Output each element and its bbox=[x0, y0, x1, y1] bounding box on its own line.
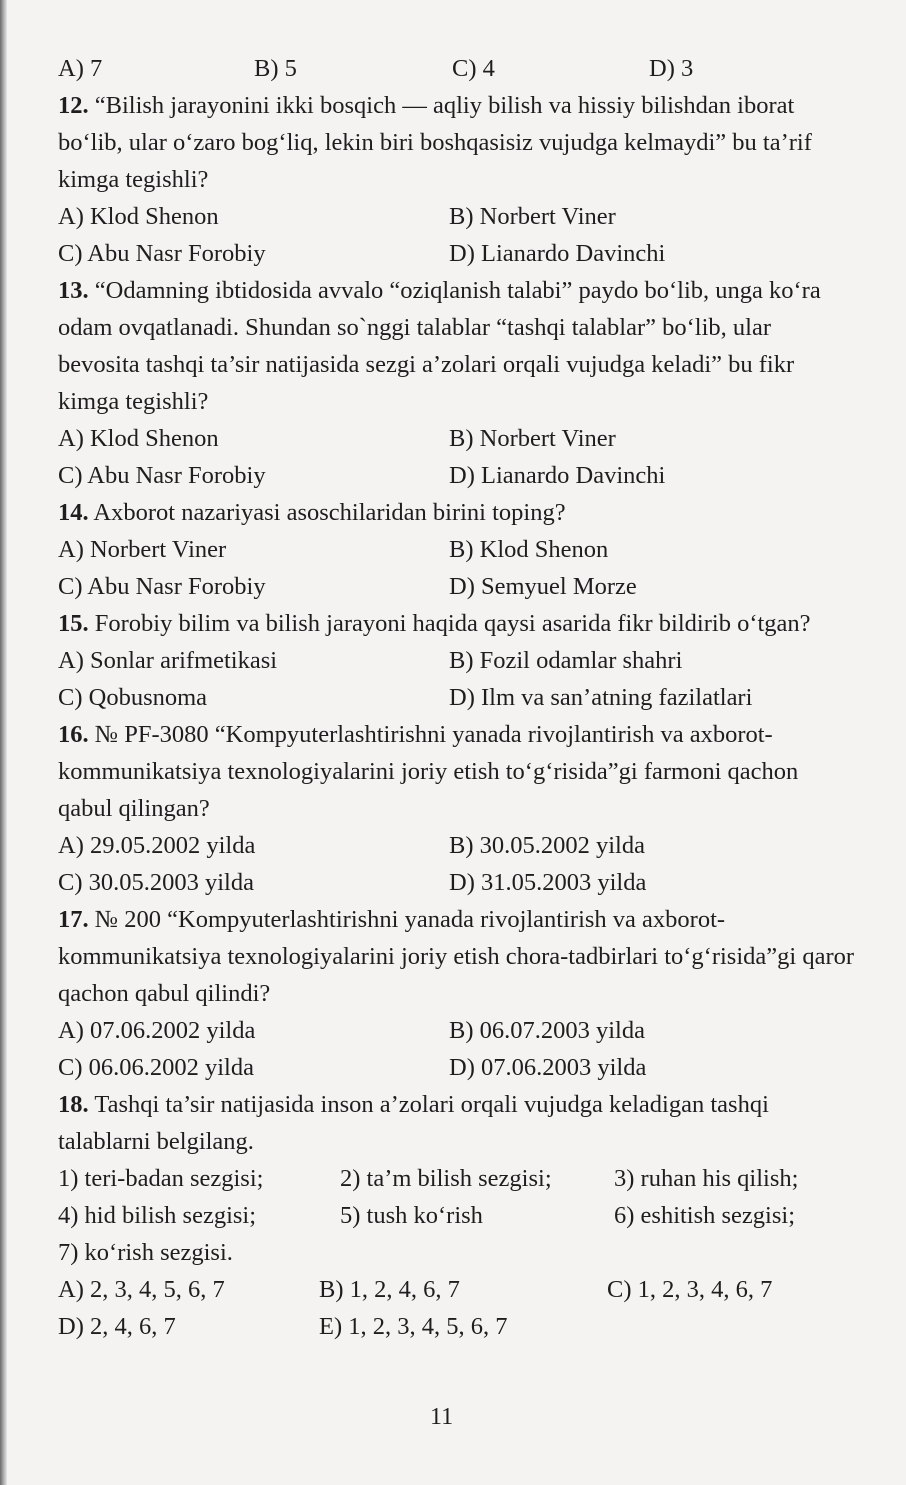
option-a: A) 07.06.2002 yilda bbox=[58, 1017, 256, 1044]
items-row bbox=[58, 1197, 858, 1234]
options-row bbox=[58, 420, 858, 457]
option-c: C) 06.06.2002 yilda bbox=[58, 1054, 254, 1081]
option-b: B) Norbert Viner bbox=[449, 203, 616, 230]
options-row bbox=[58, 1012, 858, 1049]
question-text: № PF-3080 “Kompyuterlashtirishni yanada rivojlantirish va axborot- kommunikatsiya texnologiyalarini joriy etish to‘g‘risida”gi farmoni qachon qabul qilingan? bbox=[58, 721, 799, 822]
options-row bbox=[58, 827, 858, 864]
option-c: C) Abu Nasr Forobiy bbox=[58, 462, 266, 489]
page-content bbox=[58, 50, 858, 1345]
question-17 bbox=[58, 901, 858, 1012]
question-text: “Odamning ibtidosida avvalo “oziqlanish talabi” paydo bo‘lib, unga ko‘ra odam ovqatlanadi. Shundan so`nggi talablar “tashqi talablar” bo‘lib, ular bevosita tashqi ta’sir natijasida sezgi a’zolari orqali vujudga keladi” bu fikr kimga tegishli? bbox=[58, 277, 821, 415]
question-13 bbox=[58, 272, 858, 420]
options-row bbox=[58, 1271, 858, 1308]
options-row bbox=[58, 1049, 858, 1086]
options-row bbox=[58, 531, 858, 568]
option-b: B) 06.07.2003 yilda bbox=[449, 1017, 645, 1044]
options-row bbox=[58, 457, 858, 494]
question-number: 15. bbox=[58, 610, 89, 637]
items-row bbox=[58, 1160, 858, 1197]
question-16 bbox=[58, 716, 858, 827]
option-b: B) Klod Shenon bbox=[449, 536, 609, 563]
list-item: 5) tush ko‘rish bbox=[340, 1202, 483, 1229]
items-row bbox=[58, 1234, 858, 1271]
option-d: D) Lianardo Davinchi bbox=[449, 462, 666, 489]
options-row bbox=[58, 679, 858, 716]
option-c: C) Qobusnoma bbox=[58, 684, 208, 711]
question-number: 18. bbox=[58, 1091, 89, 1118]
option-d: D) Lianardo Davinchi bbox=[449, 240, 666, 267]
option-a: A) Klod Shenon bbox=[58, 203, 219, 230]
question-18 bbox=[58, 1086, 858, 1160]
list-item: 4) hid bilish sezgisi; bbox=[58, 1202, 257, 1229]
option-d: D) Semyuel Morze bbox=[449, 573, 637, 600]
question-text: Forobiy bilim va bilish jarayoni haqida qaysi asarida fikr bildirib o‘tgan? bbox=[94, 610, 811, 637]
book-spine-shadow bbox=[0, 0, 7, 1485]
question-number: 14. bbox=[58, 499, 89, 526]
option-a: A) Norbert Viner bbox=[58, 536, 227, 563]
list-item: 7) ko‘rish sezgisi. bbox=[58, 1239, 233, 1266]
options-row bbox=[58, 198, 858, 235]
option-a: A) Sonlar arifmetikasi bbox=[58, 647, 278, 674]
page-number: 11 bbox=[430, 1404, 454, 1430]
option-c: C) Abu Nasr Forobiy bbox=[58, 573, 266, 600]
top-options-row bbox=[58, 50, 858, 87]
option-b: B) 5 bbox=[254, 55, 297, 82]
option-a: A) 2, 3, 4, 5, 6, 7 bbox=[58, 1276, 225, 1303]
question-14 bbox=[58, 494, 858, 531]
option-d: D) 07.06.2003 yilda bbox=[449, 1054, 647, 1081]
question-text: “Bilish jarayonini ikki bosqich — aqliy bilish va hissiy bilishdan iborat bo‘lib, ular o‘zaro bog‘liq, lekin biri boshqasisiz vujudga kelmaydi” bu ta’rif kimga tegishli? bbox=[58, 92, 812, 193]
question-number: 16. bbox=[58, 721, 89, 748]
question-15 bbox=[58, 605, 858, 642]
options-row bbox=[58, 642, 858, 679]
list-item: 3) ruhan his qilish; bbox=[614, 1165, 799, 1192]
option-d: D) Ilm va san’atning fazilatlari bbox=[449, 684, 753, 711]
option-d: D) 3 bbox=[649, 55, 694, 82]
question-number: 12. bbox=[58, 92, 89, 119]
options-row bbox=[58, 1308, 858, 1345]
option-a: A) 29.05.2002 yilda bbox=[58, 832, 256, 859]
options-row bbox=[58, 568, 858, 605]
options-row bbox=[58, 235, 858, 272]
option-e: E) 1, 2, 3, 4, 5, 6, 7 bbox=[319, 1313, 508, 1340]
option-a: A) Klod Shenon bbox=[58, 425, 219, 452]
option-d: D) 31.05.2003 yilda bbox=[449, 869, 647, 896]
question-number: 13. bbox=[58, 277, 89, 304]
list-item: 2) ta’m bilish sezgisi; bbox=[340, 1165, 552, 1192]
question-text: Axborot nazariyasi asoschilaridan birini toping? bbox=[93, 499, 566, 526]
question-12 bbox=[58, 87, 858, 198]
question-text: Tashqi ta’sir natijasida inson a’zolari orqali vujudga keladigan tashqi talablarni belgilang. bbox=[58, 1091, 769, 1155]
option-b: B) Fozil odamlar shahri bbox=[449, 647, 683, 674]
option-b: B) Norbert Viner bbox=[449, 425, 616, 452]
question-number: 17. bbox=[58, 906, 89, 933]
option-b: B) 30.05.2002 yilda bbox=[449, 832, 645, 859]
option-d: D) 2, 4, 6, 7 bbox=[58, 1313, 176, 1340]
list-item: 1) teri-badan sezgisi; bbox=[58, 1165, 264, 1192]
options-row bbox=[58, 864, 858, 901]
option-c: C) 30.05.2003 yilda bbox=[58, 869, 254, 896]
list-item: 6) eshitish sezgisi; bbox=[614, 1202, 796, 1229]
option-b: B) 1, 2, 4, 6, 7 bbox=[319, 1276, 460, 1303]
option-c: C) 4 bbox=[452, 55, 495, 82]
question-text: № 200 “Kompyuterlashtirishni yanada rivojlantirish va axborot-kommunikatsiya texnologiyalarini joriy etish chora-tadbirlari to‘g‘risida”gi qaror qachon qabul qilindi? bbox=[58, 906, 855, 1007]
option-a: A) 7 bbox=[58, 55, 103, 82]
option-c: C) Abu Nasr Forobiy bbox=[58, 240, 266, 267]
option-c: C) 1, 2, 3, 4, 6, 7 bbox=[607, 1276, 773, 1303]
